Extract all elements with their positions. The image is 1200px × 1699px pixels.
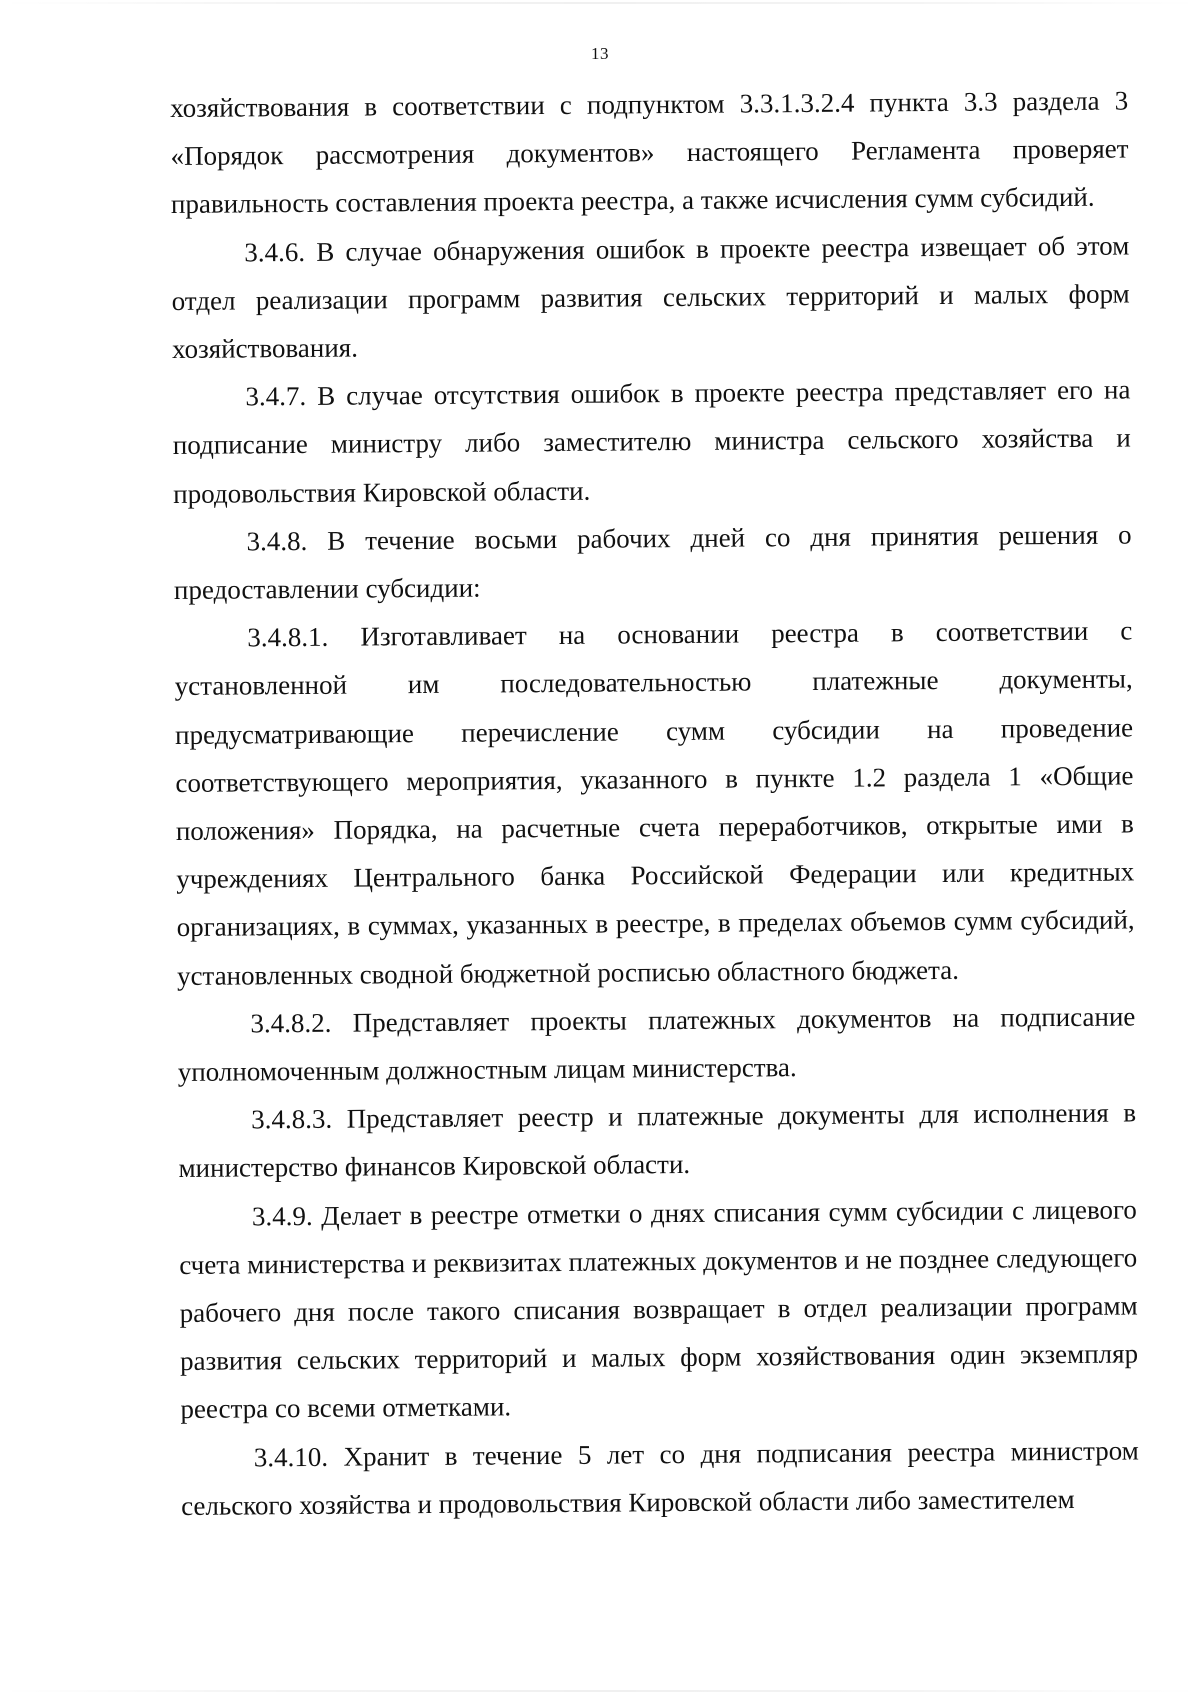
paragraph-continuation: хозяйствования в соответствии с подпунктом 3.3.1.3.2.4 пункта 3.3 раздела 3 «Порядок рассмотрения документов» настоящего Регламента проверяет правильность составления проекта реестра, а также исчисления сумм субсидий. — [170, 85, 1129, 220]
paragraph-3-4-8-1: 3.4.8.1. Изготавливает на основании реестра в соответствии с установленной им последовательностью платежные документы, предусматривающие перечисление сумм субсидии на проведение соответствующего мероприятия, указанного в пункте 1.2 раздела 1 «Общие положения» Порядка, на расчетные счета переработчиков, открытые ими в учреждениях Центрального банка Российской Федерации или кредитных организациях, в суммах, указанных в реестре, в пределах объемов сумм субсидий, установленных сводной бюджетной росписью областного бюджета. — [174, 615, 1135, 991]
paragraph-3-4-9: 3.4.9. Делает в реестре отметки о днях списания сумм субсидии с лицевого счета министерства и реквизитах платежных документов и не позднее следующего рабочего дня после такого списания возвращает в отдел реализации программ развития сельских территорий и малых форм хозяйствования один экземпляр реестра со всеми отметками. — [179, 1194, 1139, 1425]
paragraph-3-4-8: 3.4.8. В течение восьми рабочих дней со дня принятия решения о предоставлении субсидии: — [173, 519, 1132, 606]
paragraph-3-4-10: 3.4.10. Хранит в течение 5 лет со дня подписания реестра министром сельского хозяйства и продовольствия Кировской области либо заместителем — [181, 1435, 1139, 1521]
paragraph-3-4-7: 3.4.7. В случае отсутствия ошибок в проекте реестра представляет его на подписание министру либо заместителю министра сельского хозяйства и продовольствия Кировской области. — [172, 374, 1131, 509]
paragraph-3-4-8-3: 3.4.8.3. Представляет реестр и платежные документы для исполнения в министерство финансов Кировской области. — [178, 1097, 1137, 1184]
scan-edge-bottom — [0, 1690, 1200, 1692]
document-body — [170, 76, 1139, 1530]
paragraph-3-4-8-2: 3.4.8.2. Представляет проекты платежных документов на подписание уполномоченным должностным лицам министерства. — [177, 1001, 1136, 1088]
scan-edge-top — [0, 2, 1200, 4]
paragraph-3-4-6: 3.4.6. В случае обнаружения ошибок в проекте реестра извещает об этом отдел реализации программ развития сельских территорий и малых форм хозяйствования. — [171, 230, 1130, 365]
page-number: 13 — [591, 44, 609, 63]
